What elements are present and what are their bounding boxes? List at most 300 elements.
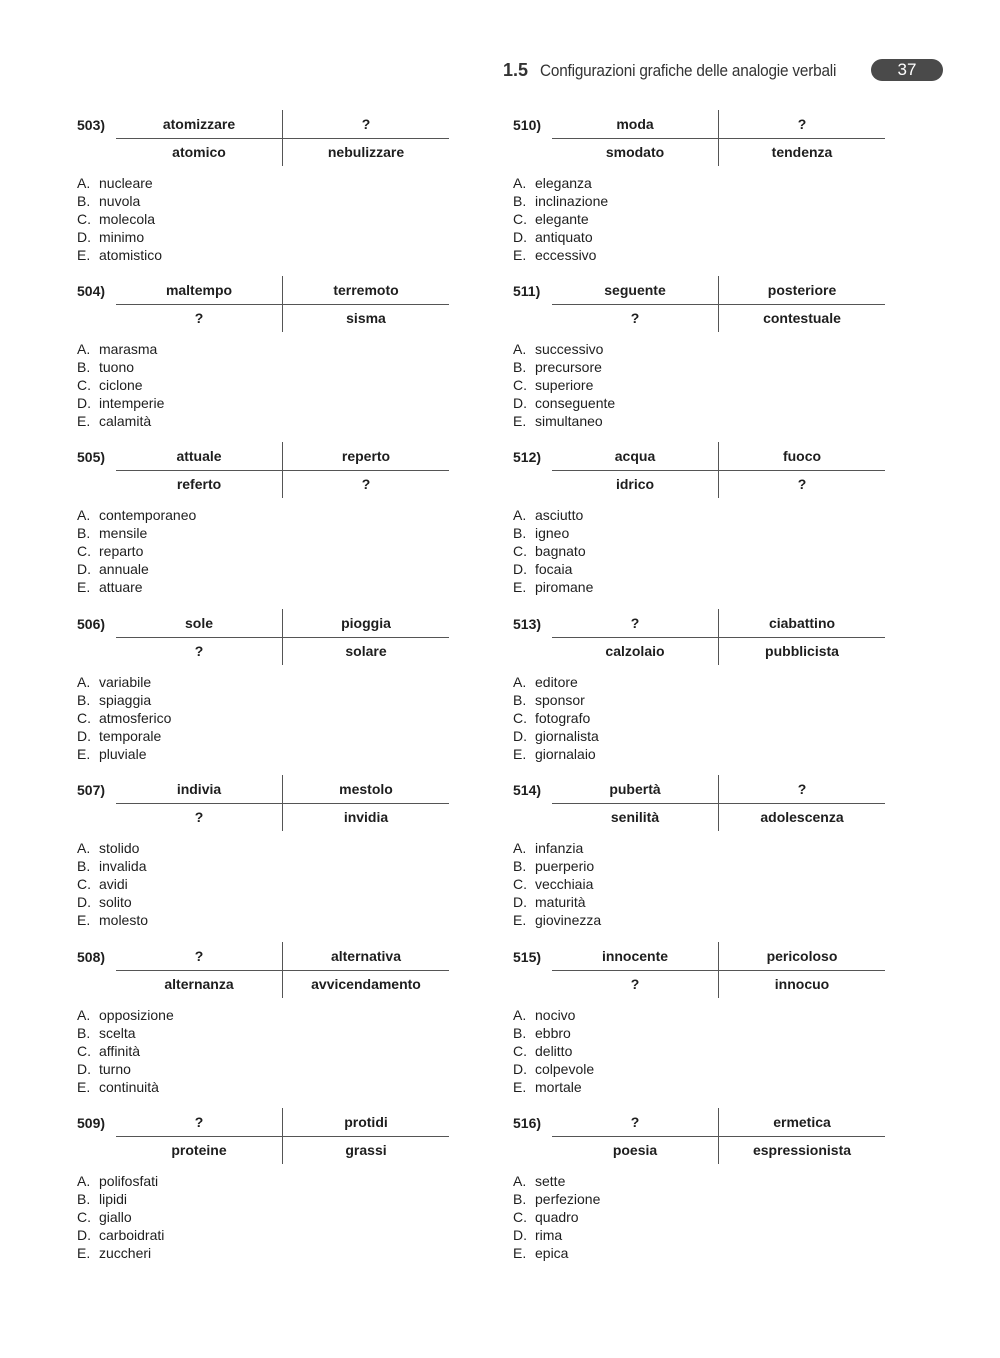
- section-number: 1.5: [503, 60, 529, 80]
- analogy-top-right: ?: [797, 116, 807, 132]
- answer-option: [77, 560, 196, 578]
- option-letter: E.: [513, 1079, 527, 1096]
- option-text: inclinazione: [535, 193, 609, 210]
- option-letter: A.: [77, 341, 91, 357]
- option-text: marasma: [99, 341, 158, 357]
- option-letter: C.: [77, 876, 91, 893]
- analogy-top-right: posteriore: [767, 282, 837, 298]
- analogy-bottom-right: invidia: [343, 809, 389, 825]
- analogy-top-right: terremoto: [333, 282, 399, 298]
- analogy-top-left: ?: [194, 948, 204, 964]
- analogy-grid: [116, 110, 449, 166]
- option-letter: A.: [513, 674, 527, 690]
- option-text: intemperie: [99, 395, 165, 412]
- analogy-bottom-left: atomico: [172, 144, 226, 160]
- answer-option: [77, 542, 196, 560]
- grid-horizontal-divider: [116, 470, 449, 471]
- option-text: infanzia: [535, 840, 584, 856]
- option-text: mensile: [99, 525, 148, 542]
- option-text: delitto: [535, 1043, 573, 1060]
- analogy-top-right: ermetica: [773, 1114, 831, 1130]
- answer-option: [77, 1226, 164, 1244]
- answer-option: [77, 839, 148, 857]
- option-text: temporale: [99, 728, 162, 745]
- answer-option: [513, 1190, 600, 1208]
- analogy-grid: [552, 775, 885, 831]
- question-number: 506): [77, 616, 106, 632]
- analogy-bottom-right: grassi: [345, 1142, 387, 1158]
- analogy-bottom-left: referto: [176, 476, 222, 492]
- analogy-bottom-left: smodato: [605, 144, 665, 160]
- analogy-top-right: fuoco: [782, 448, 822, 464]
- question-number: 503): [77, 117, 106, 133]
- answer-option: [513, 875, 601, 893]
- option-letter: A.: [77, 175, 91, 191]
- answer-option: [513, 412, 615, 430]
- option-letter: B.: [77, 359, 91, 376]
- option-text: editore: [535, 674, 578, 690]
- answer-options: [77, 174, 162, 264]
- option-letter: C.: [513, 211, 527, 228]
- answer-option: [513, 560, 593, 578]
- option-letter: D.: [77, 894, 91, 911]
- answer-options: [513, 340, 615, 430]
- option-letter: C.: [77, 211, 91, 228]
- question-number: 514): [513, 782, 542, 798]
- option-letter: B.: [77, 858, 91, 875]
- answer-option: [513, 394, 615, 412]
- question-number: 516): [513, 1115, 542, 1131]
- option-text: giornalaio: [535, 746, 596, 763]
- answer-option: [513, 358, 615, 376]
- analogy-top-right: reperto: [341, 448, 391, 464]
- analogy-top-left: maltempo: [165, 282, 233, 298]
- option-letter: A.: [77, 840, 91, 856]
- option-letter: D.: [77, 728, 91, 745]
- option-text: atomistico: [99, 247, 163, 264]
- answer-option: [77, 691, 171, 709]
- analogy-bottom-right: sisma: [346, 310, 386, 326]
- analogy-bottom-right: innocuo: [774, 976, 830, 992]
- question-number: 504): [77, 283, 106, 299]
- option-text: spiaggia: [99, 692, 152, 709]
- option-letter: E.: [77, 247, 91, 264]
- option-text: conseguente: [535, 395, 616, 412]
- option-letter: D.: [77, 1227, 91, 1244]
- answer-options: [77, 1172, 164, 1262]
- option-text: attuare: [99, 579, 143, 596]
- answer-option: [513, 1172, 600, 1190]
- answer-option: [77, 228, 162, 246]
- option-letter: B.: [513, 1025, 527, 1042]
- answer-option: [77, 340, 164, 358]
- option-letter: D.: [77, 395, 91, 412]
- option-letter: A.: [513, 1173, 527, 1189]
- option-text: rima: [535, 1227, 563, 1244]
- option-letter: E.: [513, 247, 527, 264]
- option-letter: C.: [513, 876, 527, 893]
- option-letter: A.: [513, 1007, 527, 1023]
- answer-option: [77, 1078, 174, 1096]
- option-text: maturità: [535, 894, 586, 911]
- option-text: elegante: [535, 211, 589, 228]
- option-letter: E.: [77, 579, 91, 596]
- question-block: [77, 942, 457, 1102]
- answer-option: [513, 376, 615, 394]
- analogy-top-right: mestolo: [339, 781, 393, 797]
- analogy-bottom-left: ?: [630, 976, 640, 992]
- analogy-bottom-left: ?: [630, 310, 640, 326]
- option-text: reparto: [99, 543, 144, 560]
- question-number: 511): [513, 283, 541, 299]
- option-letter: D.: [513, 894, 527, 911]
- answer-option: [513, 340, 615, 358]
- analogy-grid: [552, 1108, 885, 1164]
- grid-horizontal-divider: [552, 637, 885, 638]
- option-letter: C.: [77, 377, 91, 394]
- answer-options: [513, 839, 601, 929]
- analogy-bottom-left: alternanza: [164, 976, 234, 992]
- option-text: molesto: [99, 912, 149, 929]
- analogy-bottom-right: pubblicista: [765, 643, 839, 659]
- question-block: [513, 276, 893, 436]
- option-text: superiore: [535, 377, 594, 394]
- answer-option: [77, 246, 162, 264]
- option-text: mortale: [535, 1079, 582, 1096]
- option-text: opposizione: [99, 1007, 174, 1023]
- option-text: tuono: [99, 359, 135, 376]
- option-letter: A.: [77, 1007, 91, 1023]
- answer-option: [513, 727, 599, 745]
- option-letter: E.: [513, 579, 527, 596]
- question-block: [77, 442, 457, 602]
- option-letter: B.: [77, 1025, 91, 1042]
- option-text: pluviale: [99, 746, 147, 763]
- option-text: scelta: [99, 1025, 136, 1042]
- answer-options: [77, 340, 164, 430]
- option-letter: A.: [77, 674, 91, 690]
- analogy-top-left: moda: [616, 116, 654, 132]
- answer-option: [513, 1208, 600, 1226]
- answer-option: [513, 1006, 594, 1024]
- analogy-top-right: ciabattino: [768, 615, 836, 631]
- option-text: giornalista: [535, 728, 599, 745]
- option-text: lipidi: [99, 1191, 128, 1208]
- option-letter: B.: [77, 525, 91, 542]
- question-number: 505): [77, 449, 106, 465]
- question-number: 512): [513, 449, 542, 465]
- analogy-bottom-left: calzolaio: [605, 643, 665, 659]
- answer-option: [77, 1060, 174, 1078]
- answer-option: [77, 893, 148, 911]
- option-text: colpevole: [535, 1061, 595, 1078]
- question-number: 515): [513, 949, 542, 965]
- option-letter: A.: [77, 507, 91, 523]
- analogy-top-left: atomizzare: [162, 116, 236, 132]
- option-text: nuvola: [99, 193, 141, 210]
- analogy-grid: [116, 775, 449, 831]
- answer-options: [513, 174, 608, 264]
- option-letter: B.: [77, 692, 91, 709]
- answer-options: [77, 839, 148, 929]
- analogy-top-right: protidi: [344, 1114, 388, 1130]
- analogy-grid: [116, 442, 449, 498]
- option-text: ciclone: [99, 377, 143, 394]
- option-letter: D.: [77, 1061, 91, 1078]
- answer-option: [513, 709, 599, 727]
- grid-horizontal-divider: [552, 470, 885, 471]
- question-block: [77, 775, 457, 935]
- option-text: perfezione: [535, 1191, 601, 1208]
- option-letter: B.: [513, 525, 527, 542]
- option-text: focaia: [535, 561, 573, 578]
- analogy-top-left: ?: [194, 1114, 204, 1130]
- answer-option: [77, 210, 162, 228]
- analogy-bottom-left: ?: [194, 643, 204, 659]
- grid-horizontal-divider: [116, 1136, 449, 1137]
- answer-option: [513, 174, 608, 192]
- grid-horizontal-divider: [552, 138, 885, 139]
- analogy-grid: [552, 110, 885, 166]
- answer-option: [513, 1078, 594, 1096]
- answer-option: [513, 839, 601, 857]
- option-text: contemporaneo: [99, 507, 197, 523]
- analogy-top-left: ?: [630, 1114, 640, 1130]
- analogy-bottom-right: adolescenza: [760, 809, 844, 825]
- option-letter: C.: [77, 543, 91, 560]
- option-letter: D.: [513, 1061, 527, 1078]
- answer-options: [513, 673, 599, 763]
- option-letter: A.: [513, 840, 527, 856]
- question-block: [513, 942, 893, 1102]
- question-block: [513, 442, 893, 602]
- option-text: piromane: [535, 579, 594, 596]
- answer-option: [513, 691, 599, 709]
- analogy-bottom-left: ?: [194, 310, 204, 326]
- option-text: avidi: [99, 876, 128, 893]
- option-text: eccessivo: [535, 247, 597, 264]
- answer-option: [77, 524, 196, 542]
- option-text: nocivo: [535, 1007, 576, 1023]
- option-letter: D.: [77, 229, 91, 246]
- question-number: 509): [77, 1115, 106, 1131]
- option-text: simultaneo: [535, 413, 603, 430]
- analogy-bottom-left: proteine: [171, 1142, 227, 1158]
- option-text: affinità: [99, 1043, 140, 1060]
- answer-option: [77, 506, 196, 524]
- answer-option: [77, 727, 171, 745]
- option-letter: E.: [77, 1245, 91, 1262]
- analogy-top-left: sole: [184, 615, 213, 631]
- option-letter: A.: [77, 1173, 91, 1189]
- question-block: [513, 110, 893, 270]
- answer-option: [77, 1024, 174, 1042]
- option-letter: C.: [513, 377, 527, 394]
- option-letter: D.: [513, 1227, 527, 1244]
- answer-option: [513, 673, 599, 691]
- analogy-bottom-right: ?: [797, 476, 807, 492]
- analogy-top-left: innocente: [601, 948, 669, 964]
- answer-options: [513, 506, 593, 596]
- question-block: [77, 276, 457, 436]
- analogy-bottom-right: ?: [361, 476, 371, 492]
- answer-option: [77, 1190, 164, 1208]
- answer-option: [513, 911, 601, 929]
- answer-option: [513, 1042, 594, 1060]
- option-letter: B.: [513, 1191, 527, 1208]
- option-text: successivo: [535, 341, 604, 357]
- option-text: annuale: [99, 561, 149, 578]
- option-text: variabile: [99, 674, 152, 690]
- analogy-grid: [552, 276, 885, 332]
- option-text: zuccheri: [99, 1245, 152, 1262]
- question-block: [77, 609, 457, 769]
- answer-option: [513, 578, 593, 596]
- analogy-bottom-right: espressionista: [752, 1142, 852, 1158]
- analogy-grid: [552, 442, 885, 498]
- answer-option: [77, 376, 164, 394]
- option-letter: B.: [513, 858, 527, 875]
- answer-options: [513, 1172, 600, 1262]
- question-number: 508): [77, 949, 106, 965]
- option-text: nucleare: [99, 175, 153, 191]
- question-number: 507): [77, 782, 106, 798]
- answer-options: [77, 506, 196, 596]
- answer-option: [513, 745, 599, 763]
- grid-horizontal-divider: [116, 304, 449, 305]
- option-letter: B.: [513, 193, 527, 210]
- question-number: 513): [513, 616, 542, 632]
- grid-horizontal-divider: [116, 637, 449, 638]
- answer-option: [77, 1172, 164, 1190]
- option-text: giallo: [99, 1209, 132, 1226]
- answer-options: [77, 1006, 174, 1096]
- answer-option: [77, 875, 148, 893]
- answer-option: [77, 857, 148, 875]
- answer-option: [77, 412, 164, 430]
- answer-option: [77, 1208, 164, 1226]
- analogy-top-left: ?: [630, 615, 640, 631]
- answer-option: [513, 542, 593, 560]
- answer-option: [77, 911, 148, 929]
- answer-option: [513, 246, 608, 264]
- answer-option: [513, 524, 593, 542]
- analogy-grid: [116, 276, 449, 332]
- grid-horizontal-divider: [552, 304, 885, 305]
- analogy-bottom-left: ?: [194, 809, 204, 825]
- option-letter: E.: [77, 746, 91, 763]
- option-letter: C.: [77, 1209, 91, 1226]
- answer-option: [513, 1226, 600, 1244]
- option-text: ebbro: [535, 1025, 571, 1042]
- answer-option: [77, 578, 196, 596]
- option-text: epica: [535, 1245, 569, 1262]
- grid-horizontal-divider: [116, 803, 449, 804]
- analogy-top-right: pericoloso: [766, 948, 838, 964]
- option-letter: D.: [513, 728, 527, 745]
- option-text: polifosfati: [99, 1173, 159, 1189]
- analogy-grid: [116, 609, 449, 665]
- question-block: [513, 1108, 893, 1268]
- option-text: asciutto: [535, 507, 584, 523]
- analogy-bottom-right: tendenza: [771, 144, 833, 160]
- option-letter: E.: [77, 413, 91, 430]
- option-letter: D.: [513, 395, 527, 412]
- option-text: minimo: [99, 229, 145, 246]
- analogy-bottom-left: senilità: [610, 809, 660, 825]
- option-text: bagnato: [535, 543, 586, 560]
- answer-option: [77, 394, 164, 412]
- option-letter: A.: [513, 175, 527, 191]
- analogy-grid: [552, 609, 885, 665]
- grid-horizontal-divider: [116, 970, 449, 971]
- option-letter: A.: [513, 507, 527, 523]
- analogy-top-left: seguente: [604, 282, 666, 298]
- option-text: vecchiaia: [535, 876, 594, 893]
- option-letter: C.: [513, 1043, 527, 1060]
- option-letter: C.: [77, 1043, 91, 1060]
- answer-option: [513, 1060, 594, 1078]
- analogy-bottom-right: contestuale: [763, 310, 841, 326]
- answer-option: [77, 1006, 174, 1024]
- option-text: precursore: [535, 359, 602, 376]
- option-letter: E.: [513, 746, 527, 763]
- analogy-bottom-left: poesia: [612, 1142, 658, 1158]
- option-letter: B.: [513, 359, 527, 376]
- answer-option: [513, 210, 608, 228]
- analogy-grid: [552, 942, 885, 998]
- answer-option: [513, 857, 601, 875]
- answer-option: [513, 1024, 594, 1042]
- option-text: giovinezza: [535, 912, 602, 929]
- option-text: carboidrati: [99, 1227, 165, 1244]
- option-text: calamità: [99, 413, 152, 430]
- option-text: igneo: [535, 525, 570, 542]
- option-text: fotografo: [535, 710, 591, 727]
- answer-option: [77, 673, 171, 691]
- answer-option: [513, 506, 593, 524]
- answer-option: [513, 228, 608, 246]
- analogy-grid: [116, 942, 449, 998]
- answer-option: [77, 745, 171, 763]
- option-text: antiquato: [535, 229, 593, 246]
- analogy-top-left: pubertà: [609, 781, 661, 797]
- answer-options: [77, 673, 171, 763]
- answer-option: [77, 358, 164, 376]
- question-number: 510): [513, 117, 542, 133]
- option-text: solito: [99, 894, 132, 911]
- analogy-top-left: acqua: [614, 448, 656, 464]
- answer-option: [513, 192, 608, 210]
- answer-option: [513, 893, 601, 911]
- option-letter: B.: [513, 692, 527, 709]
- option-letter: E.: [513, 413, 527, 430]
- option-letter: C.: [77, 710, 91, 727]
- answer-option: [513, 1244, 600, 1262]
- analogy-top-right: alternativa: [330, 948, 402, 964]
- answer-option: [77, 192, 162, 210]
- option-letter: D.: [77, 561, 91, 578]
- section-title: Configurazioni grafiche delle analogie verbali: [540, 61, 837, 80]
- option-text: sette: [535, 1173, 566, 1189]
- option-letter: D.: [513, 229, 527, 246]
- option-letter: B.: [77, 193, 91, 210]
- option-text: sponsor: [535, 692, 585, 709]
- answer-option: [77, 709, 171, 727]
- option-text: continuità: [99, 1079, 159, 1096]
- analogy-top-right: pioggia: [341, 615, 391, 631]
- analogy-top-left: attuale: [176, 448, 222, 464]
